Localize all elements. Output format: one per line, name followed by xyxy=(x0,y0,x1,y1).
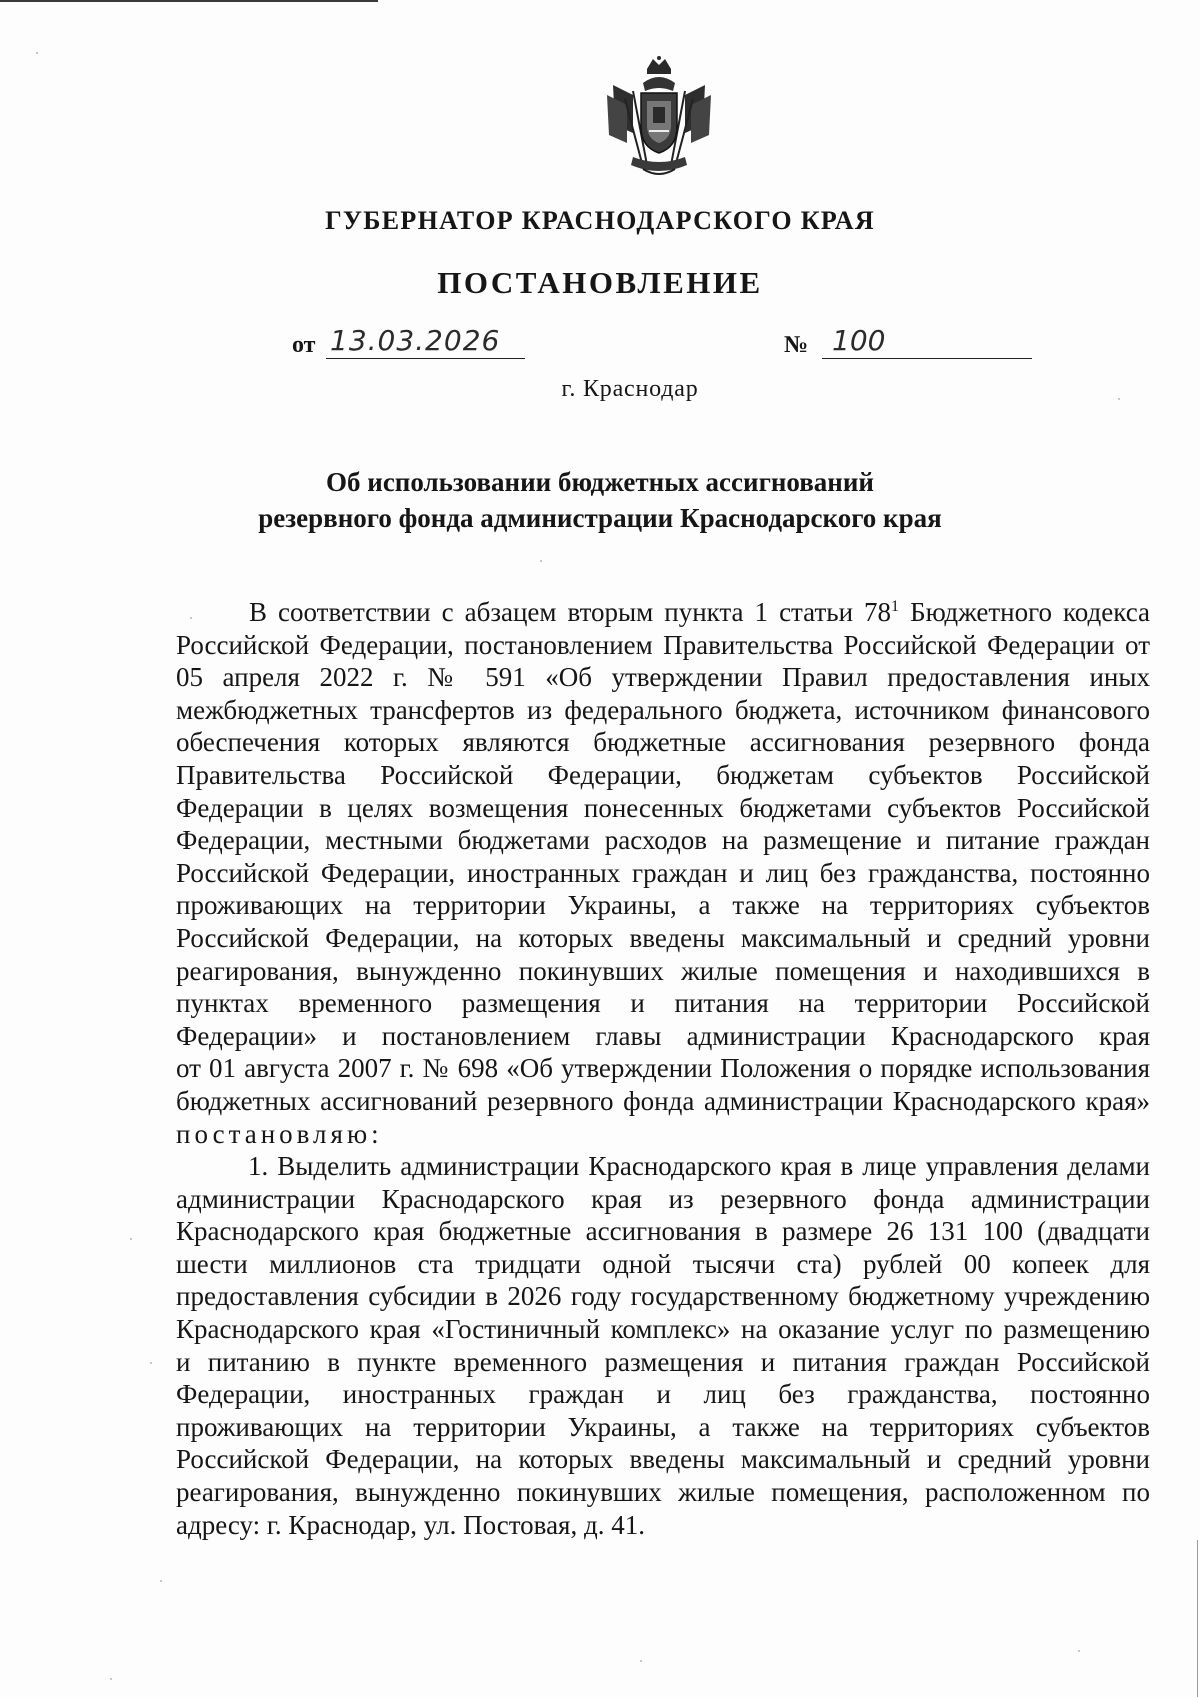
item-1-line: Российской Федерации, на которых введены максимальный и средний уровни xyxy=(176,1444,1150,1475)
preamble-line: Правительства Российской Федерации, бюджетам субъектов Российской xyxy=(176,759,1150,790)
scan-speck xyxy=(190,617,192,619)
preamble-line-1b: Бюджетного кодекса xyxy=(899,597,1150,627)
city: г. Краснодар xyxy=(561,376,699,402)
scan-speck xyxy=(110,1678,112,1680)
subject-line-2: резервного фонда администрации Краснодарского края xyxy=(258,503,942,533)
preamble-line: Российской Федерации, постановлением Правительства Российской Федерации от xyxy=(176,629,1150,660)
item-1-line: 1. Выделить администрации Краснодарского края в лице управления делами xyxy=(248,1151,1150,1182)
item-1-line: администрации Краснодарского края из резервного фонда администрации xyxy=(176,1183,1150,1214)
preamble-line: межбюджетных трансфертов из федерального бюджета, источником финансового xyxy=(176,694,1150,725)
preamble-line: пунктах временного размещения и питания на территории Российской xyxy=(176,988,1150,1019)
scan-speck xyxy=(130,1238,132,1240)
scan-speck xyxy=(1078,1650,1080,1652)
article-superscript: 1 xyxy=(891,598,900,615)
preamble-line: 05 апреля 2022 г. № 591 «Об утверждении Правил предоставления иных xyxy=(176,662,1150,693)
preamble-line: Федерации, местными бюджетами расходов на размещение и питание граждан xyxy=(176,825,1150,856)
preamble-line: проживающих на территории Украины, а также на территориях субъектов xyxy=(176,890,1150,921)
preamble xyxy=(176,596,1150,1150)
subject-line-1: Об использовании бюджетных ассигнований xyxy=(326,467,874,497)
preamble-line: от 01 августа 2007 г. № 698 «Об утверждении Положения о порядке использования xyxy=(176,1053,1150,1084)
date-number-row xyxy=(292,324,1042,364)
handwritten-number: 100 xyxy=(822,324,1032,359)
preamble-line: реагирования, вынужденно покинувших жилые помещения и находившихся в xyxy=(176,955,1150,986)
handwritten-date: 13.03.2026 xyxy=(326,324,525,359)
item-1-line: предоставления субсидии в 2026 году государственному бюджетному учреждению xyxy=(176,1281,1150,1312)
item-1-line: Федерации, иностранных граждан и лиц без гражданства, постоянно xyxy=(176,1379,1150,1410)
scan-speck xyxy=(540,560,542,562)
preamble-line: Российской Федерации, иностранных граждан и лиц без гражданства, постоянно xyxy=(176,857,1150,888)
preamble-line: Российской Федерации, на которых введены максимальный и средний уровни xyxy=(176,922,1150,953)
preamble-line: Федерации» и постановлением главы администрации Краснодарского края xyxy=(176,1020,1150,1051)
item-1-line: реагирования, вынужденно покинувших жилые помещения, расположенном по xyxy=(176,1477,1150,1508)
item-1-line: адресу: г. Краснодар, ул. Постовая, д. 41. xyxy=(176,1509,645,1540)
number-prefix: № xyxy=(784,332,809,358)
date-prefix: от xyxy=(292,332,316,358)
item-1-line: Краснодарского края «Гостиничный комплекс» на оказание услуг по размещению xyxy=(176,1314,1150,1345)
document-body xyxy=(176,596,1150,1541)
item-1-line: шести миллионов ста тридцати одной тысячи ста) рублей 00 копеек для xyxy=(176,1248,1150,1279)
document-type: ПОСТАНОВЛЕНИЕ xyxy=(437,265,763,300)
scan-speck xyxy=(640,1660,642,1662)
scan-speck xyxy=(150,1362,152,1364)
decree-word: постановляю: xyxy=(176,1118,383,1149)
scan-speck xyxy=(160,1580,162,1582)
preamble-line: обеспечения которых являются бюджетные ассигнования резервного фонда xyxy=(176,727,1150,758)
preamble-line xyxy=(176,596,1150,629)
preamble-line: Федерации в целях возмещения понесенных бюджетами субъектов Российской xyxy=(176,792,1150,823)
item-1-line: проживающих на территории Украины, а также на территориях субъектов xyxy=(176,1411,1150,1442)
authority-title: ГУБЕРНАТОР КРАСНОДАРСКОГО КРАЯ xyxy=(325,206,875,235)
scan-speck xyxy=(1118,398,1120,400)
document-subject xyxy=(0,464,1200,536)
scan-edge-top xyxy=(0,0,378,2)
item-1-line: Краснодарского края бюджетные ассигнования в размере 26 131 100 (двадцати xyxy=(176,1216,1150,1247)
preamble-line: бюджетных ассигнований резервного фонда администрации Краснодарского края» xyxy=(176,1085,1150,1116)
item-1 xyxy=(176,1150,1150,1541)
scan-speck xyxy=(36,52,38,54)
scan-edge-right xyxy=(1197,1540,1198,1697)
krasnodar-coat-of-arms-icon xyxy=(603,55,715,179)
preamble-line-1a: В соответствии с абзацем вторым пункта 1 статьи 78 xyxy=(249,597,892,627)
item-1-line: и питанию в пункте временного размещения и питания граждан Российской xyxy=(176,1346,1150,1377)
